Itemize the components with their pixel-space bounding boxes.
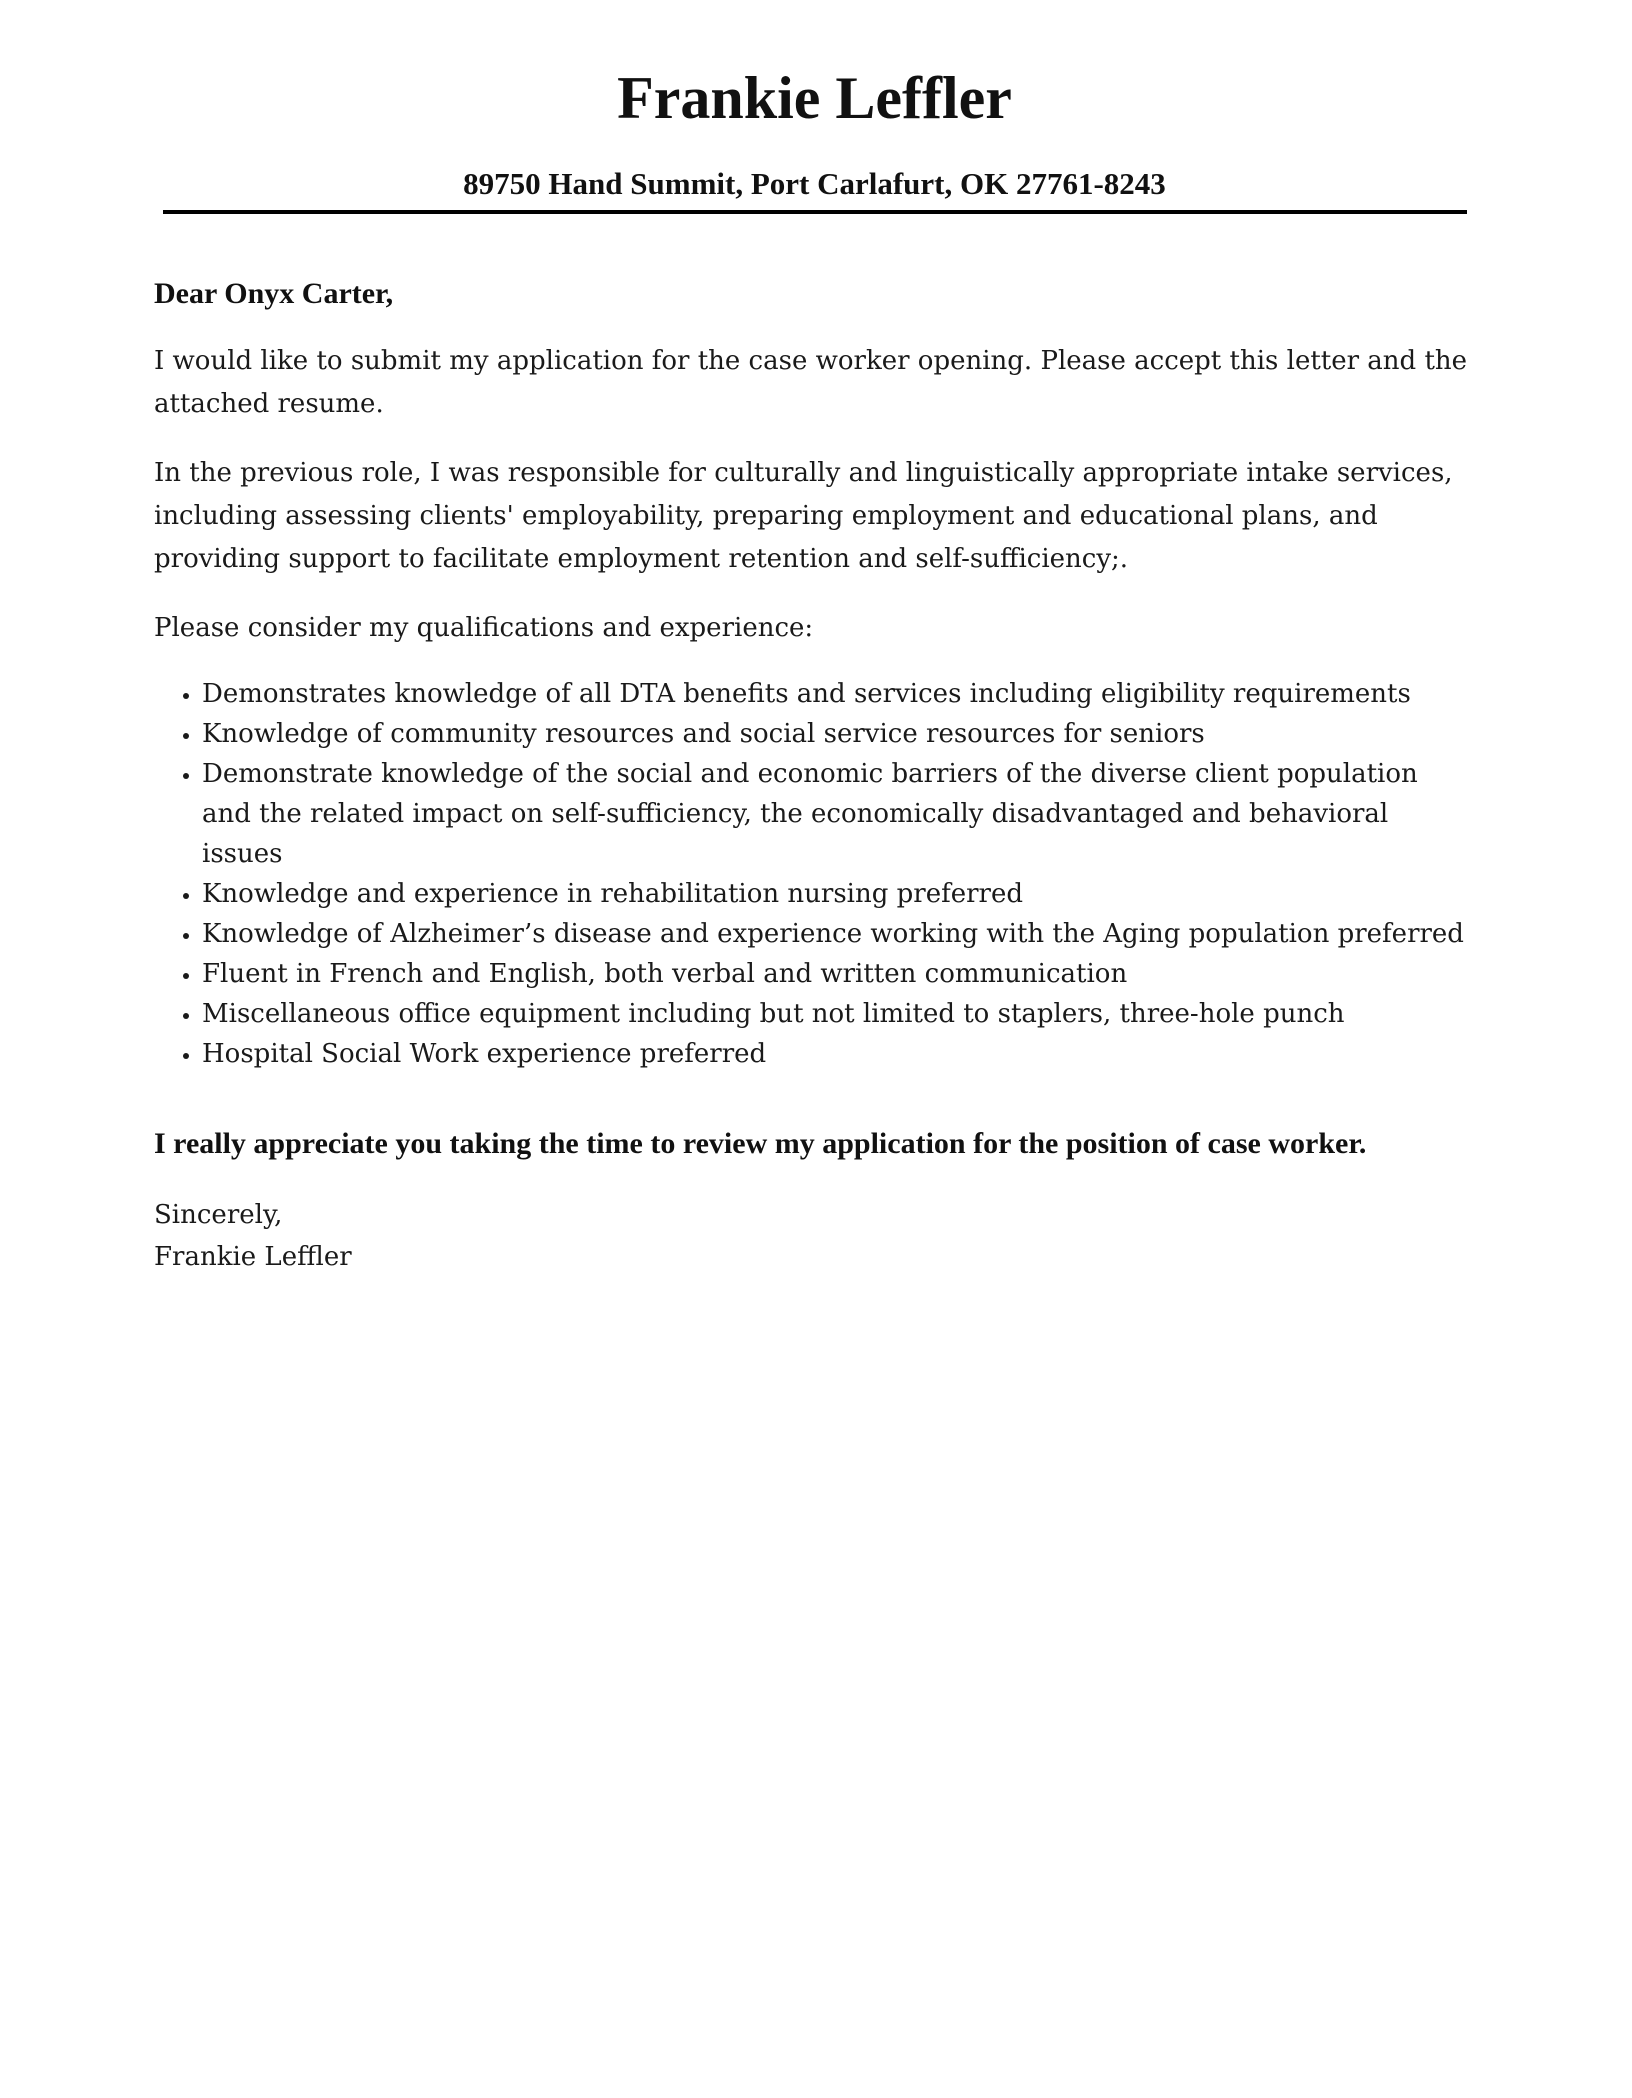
list-item: • Fluent in French and English, both verbal and written communication — [202, 954, 1474, 994]
qualifications-list — [154, 674, 1474, 1074]
signoff-block — [154, 1194, 1474, 1278]
list-item: • Knowledge of community resources and social service resources for seniors — [202, 714, 1474, 754]
header-divider — [163, 210, 1467, 214]
qualifications-intro: Please consider my qualifications and experience: — [154, 613, 814, 643]
salutation: Dear Onyx Carter, — [154, 277, 394, 310]
list-item: • Knowledge of Alzheimer’s disease and experience working with the Aging population preferred — [202, 914, 1474, 954]
closing-statement: I really appreciate you taking the time to review my application for the position of case worker. — [154, 1127, 1367, 1160]
list-item: • Hospital Social Work experience preferred — [202, 1034, 1474, 1074]
sender-address: 89750 Hand Summit, Port Carlafurt, OK 27761-8243 — [463, 166, 1166, 201]
experience-paragraph: In the previous role, I was responsible for culturally and linguistically appropriate intake services, including assessing clients' employability, preparing employment and educational plans, and providing support to facilitate employment retention and self-sufficiency;. — [154, 458, 1453, 574]
signature-name: Frankie Leffler — [154, 1242, 352, 1272]
intro-paragraph: I would like to submit my application for the case worker opening. Please accept this letter and the attached resume. — [154, 346, 1468, 419]
list-item: • Knowledge and experience in rehabilitation nursing preferred — [202, 874, 1474, 914]
list-item: • Demonstrates knowledge of all DTA benefits and services including eligibility requirements — [202, 674, 1474, 714]
signoff-text: Sincerely, — [154, 1200, 283, 1230]
letter-body — [154, 270, 1474, 1278]
sender-name: Frankie Leffler — [617, 65, 1012, 131]
letter-header — [163, 58, 1466, 201]
list-item: • Miscellaneous office equipment including but not limited to staplers, three-hole punch — [202, 994, 1474, 1034]
list-item: • Demonstrate knowledge of the social and economic barriers of the diverse client population and the related impact on self-sufficiency, the economically disadvantaged and behavioral issues — [202, 754, 1474, 874]
